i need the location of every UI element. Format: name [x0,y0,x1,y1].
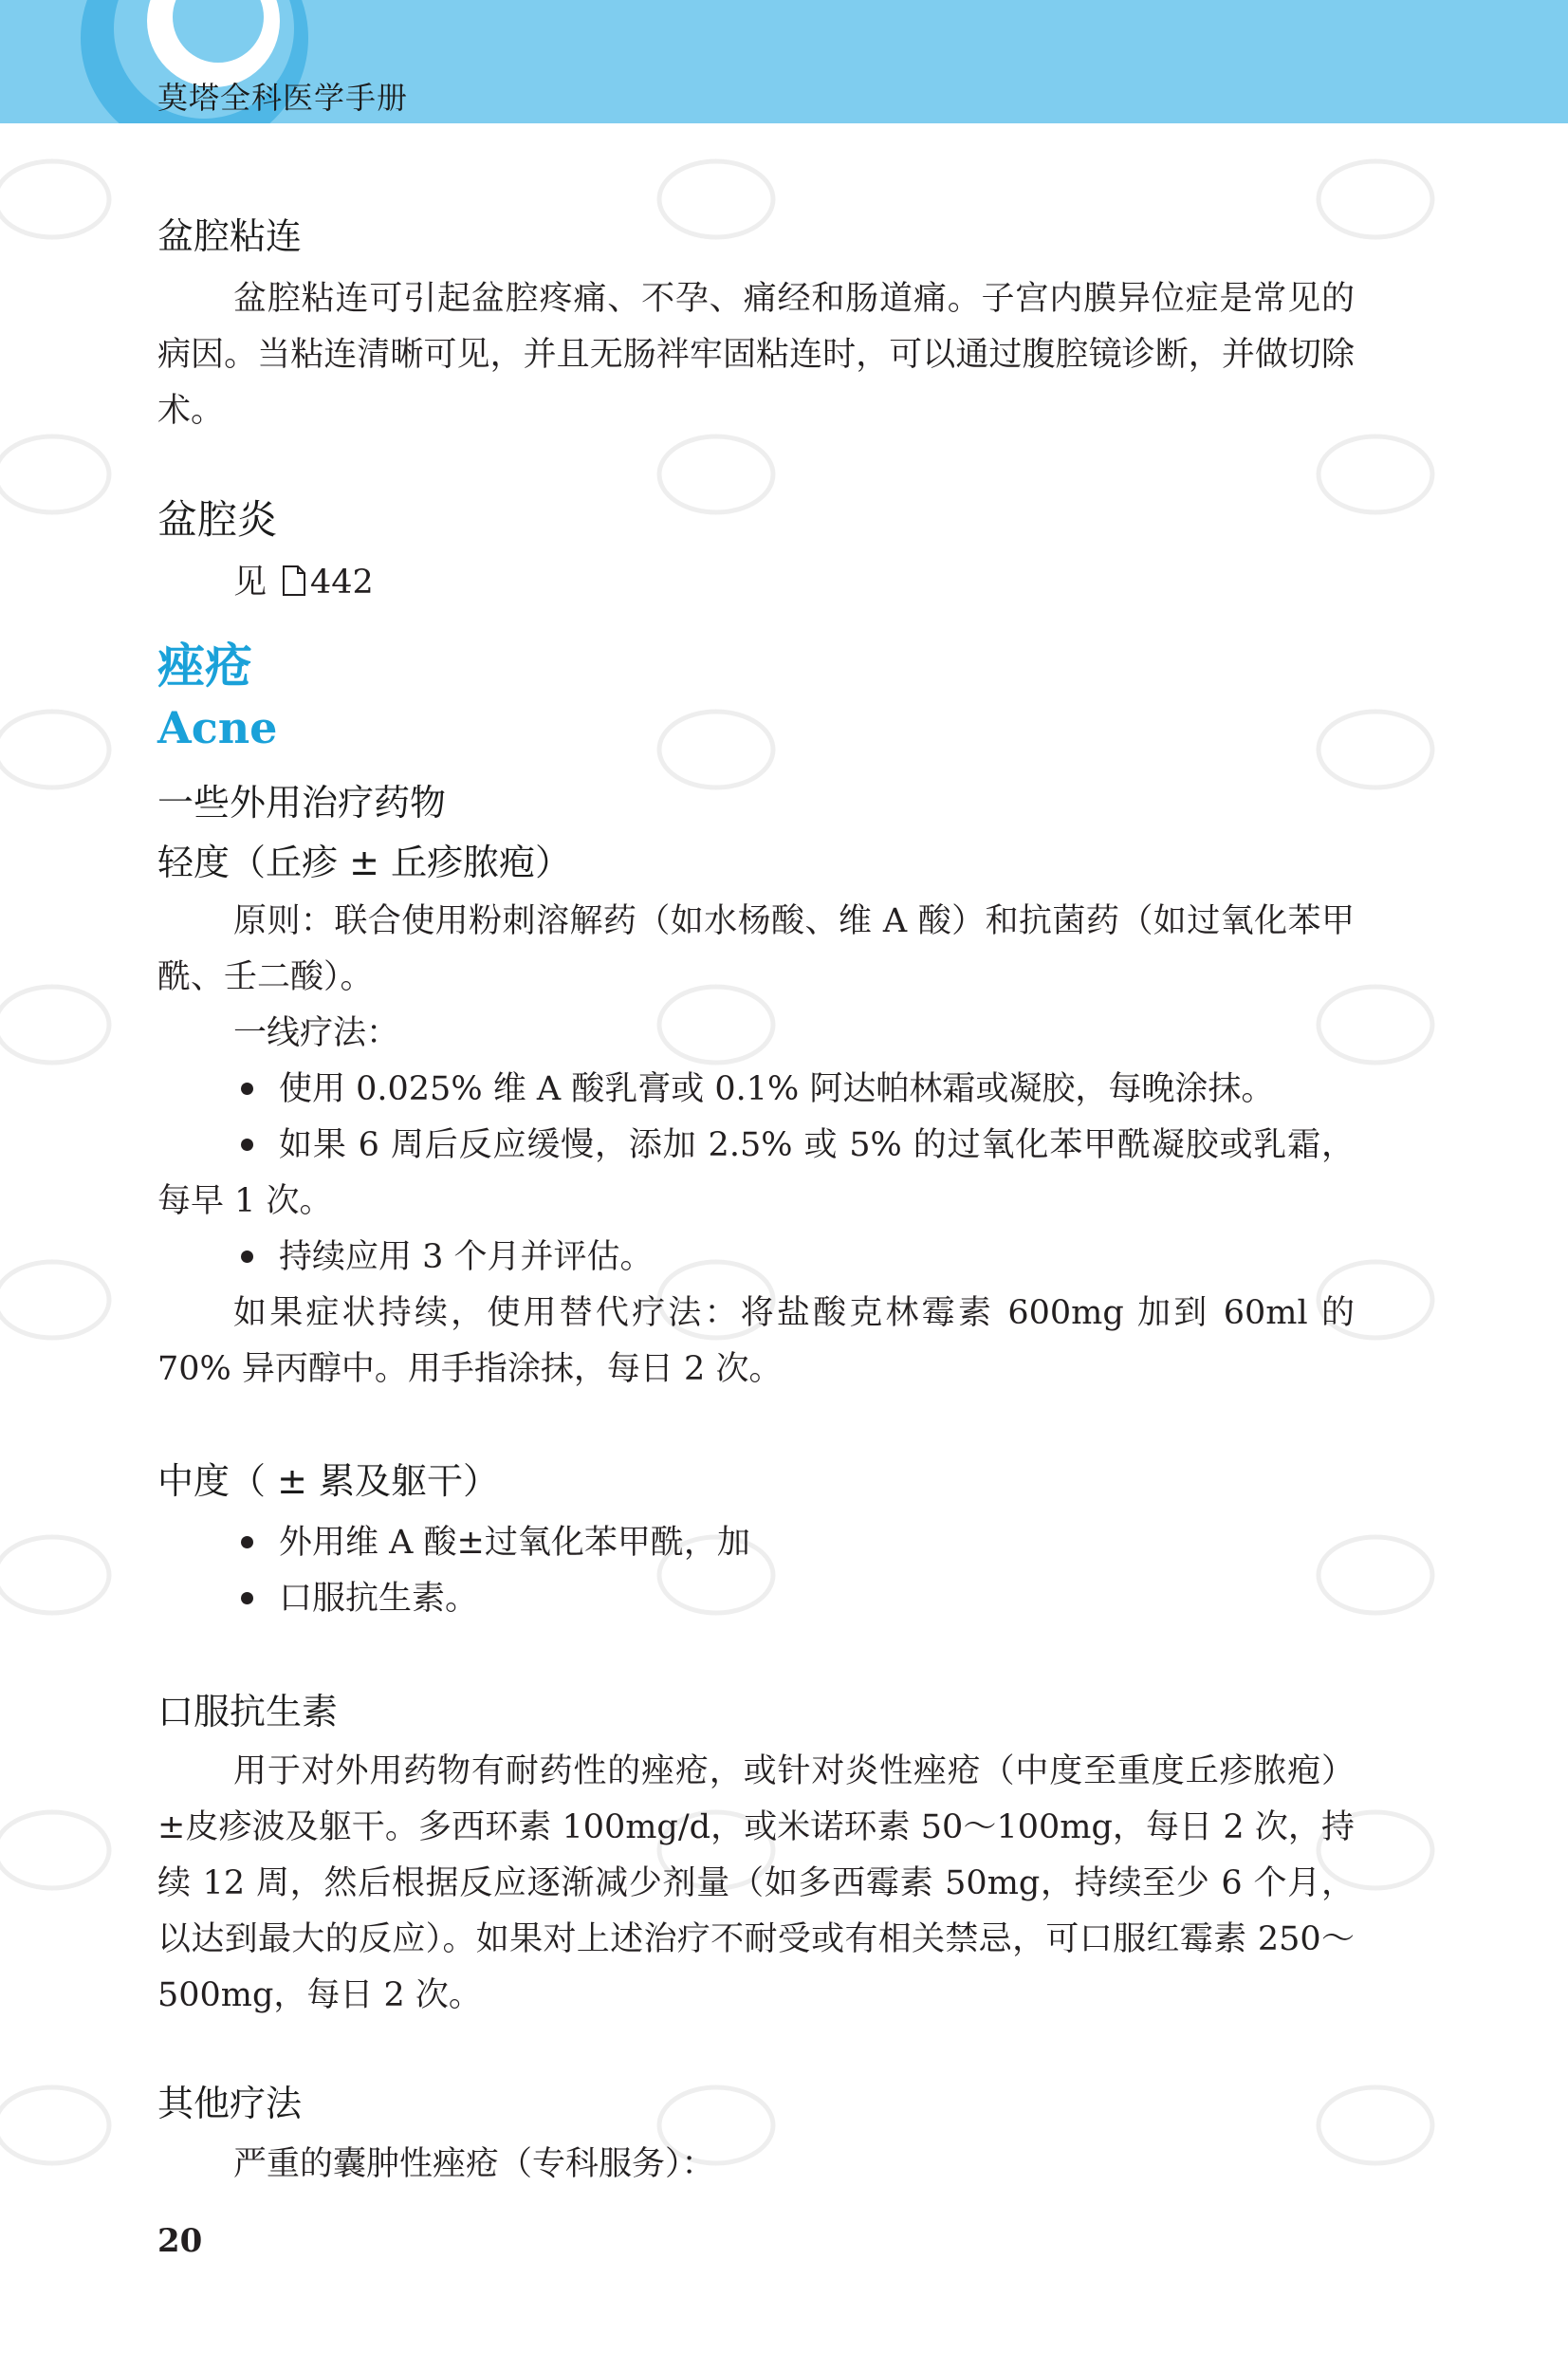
bullet-dot [241,1536,253,1548]
heading-oral-antibiotics: 口服抗生素 [157,1691,339,1732]
paragraph-oral-antibiotics: 用于对外用药物有耐药性的痤疮，或针对炎性痤疮（中度至重度丘疹脓疱）±皮疹波及躯干。多西环素 100mg/d，或米诺环素 50～100mg，每日 2 次，持续 12 周，然后根据反应逐渐减少剂量（如多西霉素 50mg，持续至少 6 个月，以达到最大的反应）。如果对上述治疗不耐受或有相关禁忌，可口服红霉素 250～500mg，每日 2 次。 [157,1752,1355,2014]
topic-title-en: Acne [157,702,278,753]
paragraph-other-therapies: 严重的囊肿性痤疮（专科服务）： [233,2145,715,2183]
heading-other-therapies: 其他疗法 [157,2083,303,2124]
heading-mild: 轻度（丘疹 ± 丘疹脓疱） [157,842,571,883]
page-ref-icon [282,559,306,615]
topic-title-cn: 痤疮 [157,639,252,694]
cross-reference [233,555,374,615]
bullet-dot [241,1251,253,1263]
list-item: 持续应用 3 个月并评估。 [241,1230,1355,1286]
list-item: 口服抗生素。 [241,1571,1355,1627]
header-band [0,0,1568,123]
heading-pid: 盆腔炎 [157,496,278,543]
list-item: 如果 6 周后反应缓慢，添加 2.5% 或 5% 的过氧化苯甲酰凝胶或乳霜，每早 1 次。 [157,1126,1355,1220]
paragraph-pelvic-adhesions: 盆腔粘连可引起盆腔疼痛、不孕、痛经和肠道痛。子宫内膜异位症是常见的病因。当粘连清晰可见，并且无肠袢牢固粘连时，可以通过腹腔镜诊断，并做切除术。 [157,280,1355,430]
book-title: 莫塔全科医学手册 [157,80,409,116]
bullet-dot [241,1139,253,1151]
paragraph-principle: 原则：联合使用粉刺溶解药（如水杨酸、维 A 酸）和抗菌药（如过氧化苯甲酰、壬二酸）。 [157,902,1355,996]
paragraph-alternative: 如果症状持续，使用替代疗法：将盐酸克林霉素 600mg 加到 60ml 的 70% 异丙醇中。用手指涂抹，每日 2 次。 [157,1294,1355,1388]
bullet-dot [241,1592,253,1604]
see-label: 见 [233,564,267,602]
see-page-number: 442 [310,564,374,602]
heading-pelvic-adhesions: 盆腔粘连 [157,215,303,257]
heading-topical-drugs: 一些外用治疗药物 [157,782,447,824]
list-item: 外用维 A 酸±过氧化苯甲酰，加 [241,1515,1355,1571]
first-line-label: 一线疗法： [233,1014,400,1052]
heading-moderate: 中度（ ± 累及躯干） [157,1460,499,1502]
bullet-dot [241,1083,253,1095]
list-item: 使用 0.025% 维 A 酸乳膏或 0.1% 阿达帕林霜或凝胶，每晚涂抹。 [241,1062,1355,1118]
page-number: 20 [157,2222,203,2260]
